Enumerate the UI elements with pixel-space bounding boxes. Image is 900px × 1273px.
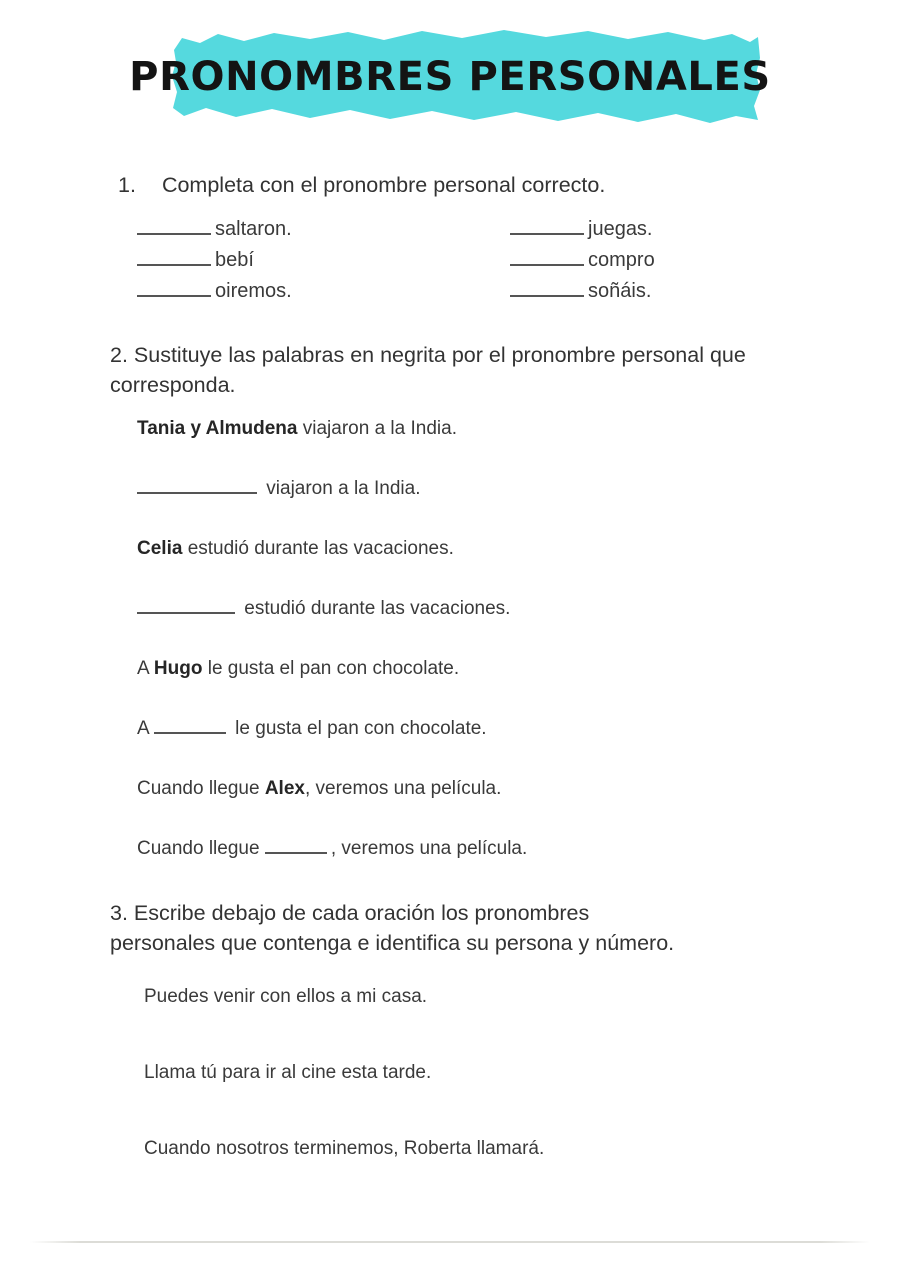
blank-row	[510, 214, 655, 245]
section-3-heading-line-1: 3. Escribe debajo de cada oración los pronombres	[110, 901, 590, 925]
blank-row	[510, 245, 655, 276]
sentence-rest: , veremos una película.	[304, 778, 502, 799]
answer-blank[interactable]	[265, 837, 327, 854]
section-3-heading	[110, 898, 788, 958]
sentence-item-with-blank	[137, 476, 900, 502]
section-1-right-column	[510, 214, 655, 307]
bold-noun: Alex	[264, 778, 305, 799]
page-scan-edge	[30, 1241, 870, 1243]
sentence-item	[137, 656, 900, 682]
section-1-number: 1.	[118, 173, 136, 197]
section-1-answer-grid	[0, 214, 900, 310]
sentence-lead: A	[137, 718, 154, 739]
section-3-heading-line-2: personales que contenga e identifica su persona y número.	[110, 931, 675, 955]
answer-blank[interactable]	[510, 280, 584, 297]
bold-noun: Hugo	[153, 658, 203, 679]
worksheet-body	[0, 136, 900, 1162]
blank-row-label: juegas.	[588, 218, 653, 240]
blank-row-label: bebí	[215, 249, 254, 271]
sentence-item: Cuando nosotros terminemos, Roberta llamará.	[144, 1138, 545, 1159]
sentence-rest: le gusta el pan con chocolate.	[229, 718, 487, 739]
blank-row	[137, 214, 292, 245]
sentence-rest: estudió durante las vacaciones.	[239, 598, 511, 619]
section-2-heading: 2. Sustituye las palabras en negrita por el pronombre personal que corresponda.	[110, 343, 746, 397]
sentence-lead: Cuando llegue	[137, 838, 265, 859]
sentence-rest: viajaron a la India.	[261, 478, 421, 499]
sentence-item	[137, 536, 900, 562]
blank-row-label: soñáis.	[588, 280, 652, 302]
bold-noun: Tania y Almudena	[137, 418, 298, 439]
answer-blank[interactable]	[137, 597, 235, 614]
blank-row-label: oiremos.	[215, 280, 292, 302]
sentence-rest: le gusta el pan con chocolate.	[202, 658, 460, 679]
answer-blank[interactable]	[137, 477, 257, 494]
sentence-item: Puedes venir con ellos a mi casa.	[144, 986, 428, 1007]
page-title: PRONOMBRES PERSONALES	[129, 54, 771, 100]
sentence-lead: Cuando llegue	[137, 778, 265, 799]
sentence-item-with-blank	[137, 836, 900, 862]
sentence-item: Llama tú para ir al cine esta tarde.	[144, 1062, 432, 1083]
section-1-heading-text: Completa con el pronombre personal correcto.	[161, 173, 606, 197]
sentence-lead: A	[137, 658, 154, 679]
answer-blank[interactable]	[510, 218, 584, 235]
sentence-item-with-blank	[137, 716, 900, 742]
section-1-left-column	[137, 214, 292, 307]
sentence-rest: , veremos una película.	[330, 838, 528, 859]
blank-row	[137, 245, 292, 276]
answer-blank[interactable]	[154, 717, 226, 734]
section-1-heading	[118, 170, 900, 200]
sentence-item-with-blank	[137, 596, 900, 622]
blank-row	[510, 276, 655, 307]
title-banner	[0, 18, 900, 136]
sentence-item	[137, 776, 900, 802]
blank-row-label: saltaron.	[215, 218, 292, 240]
sentence-item	[137, 416, 900, 442]
blank-row	[137, 276, 292, 307]
section-3-sentence-list	[144, 984, 900, 1162]
answer-blank[interactable]	[137, 218, 211, 235]
blank-row-label: compro	[588, 249, 655, 271]
bold-noun: Celia	[137, 538, 183, 559]
answer-blank[interactable]	[137, 280, 211, 297]
sentence-rest: estudió durante las vacaciones.	[182, 538, 454, 559]
sentence-rest: viajaron a la India.	[297, 418, 457, 439]
answer-blank[interactable]	[137, 249, 211, 266]
section-2-sentence-list	[137, 416, 900, 862]
answer-blank[interactable]	[510, 249, 584, 266]
